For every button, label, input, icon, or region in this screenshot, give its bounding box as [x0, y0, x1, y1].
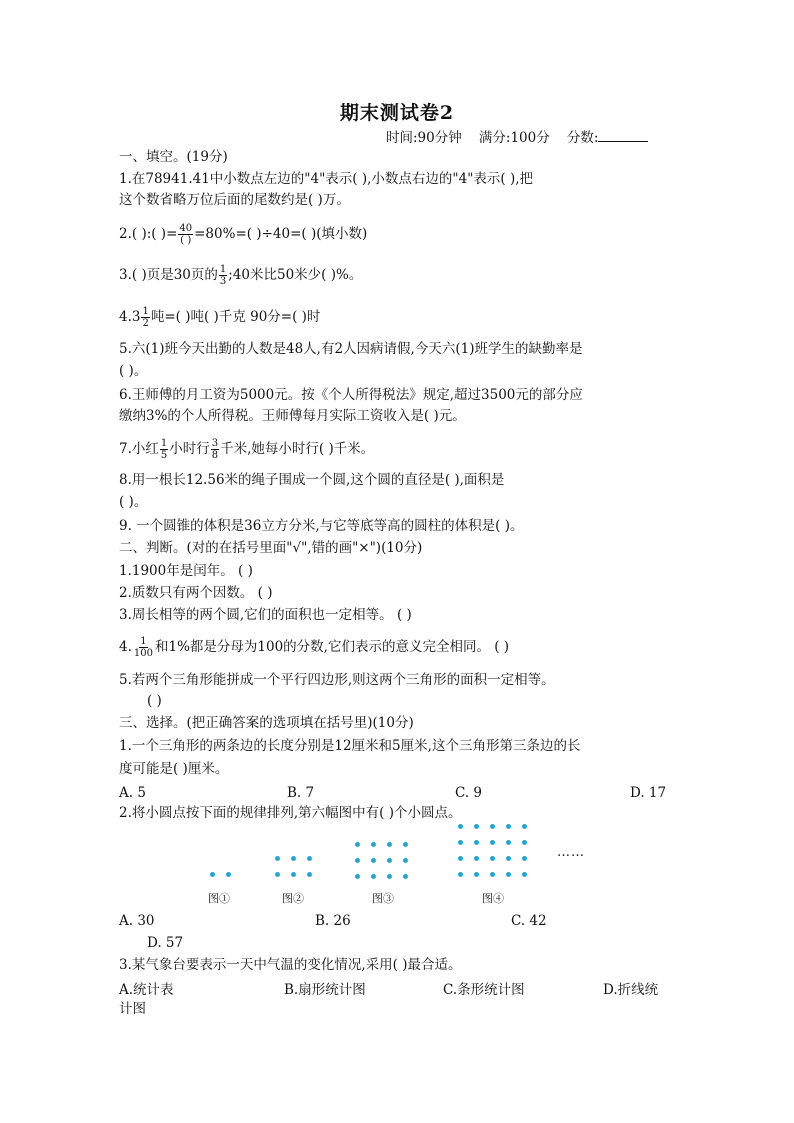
s1-q8-line1: 8.用一根长12.56米的绳子围成一个圆,这个圆的直径是( ),面积是 [119, 472, 505, 488]
pattern-dot [522, 856, 527, 861]
pattern-dot [371, 842, 376, 847]
s3-q2-option-c: C. 42 [511, 913, 547, 929]
q4-prefix: 4. [119, 639, 132, 655]
figure-label-2: 图② [282, 892, 304, 905]
pattern-dot [210, 872, 215, 877]
pattern-dot [291, 872, 296, 877]
pattern-dot [474, 824, 479, 829]
s1-q5-line1: 5.六(1)班今天出勤的人数是48人,有2人因病请假,今天六(1)班学生的缺勤率是 [119, 341, 583, 357]
pattern-dot [403, 858, 408, 863]
s3-q3-wrap: 计图 [119, 1001, 146, 1017]
pattern-ellipsis: …… [557, 845, 585, 860]
s2-q5-line1: 5.若两个三角形能拼成一个平行四边形,则这两个三角形的面积一定相等。 [119, 672, 555, 688]
s1-q8-line2: ( )。 [119, 494, 148, 510]
pattern-dot [387, 874, 392, 879]
fraction: $\frac{1}{5}$ [160, 438, 168, 461]
pattern-dot [458, 872, 463, 877]
s1-q4 [119, 306, 320, 329]
s3-q3-option-b: B.扇形统计图 [284, 982, 366, 998]
pattern-dot [458, 840, 463, 845]
section1-heading: 一、填空。(19分) [119, 149, 228, 165]
s3-q2-option-b: B. 26 [315, 913, 351, 929]
pattern-dot [291, 856, 296, 861]
s1-q1-line1: 1.在78941.41中小数点左边的"4"表示( ),小数点右边的"4"表示( ),把 [119, 171, 534, 187]
pattern-dot [307, 856, 312, 861]
s3-q1-option-d: D. 17 [630, 785, 667, 801]
pattern-dot [490, 872, 495, 877]
s2-q4 [119, 636, 509, 659]
s3-q1-option-a: A. 5 [119, 785, 146, 801]
pattern-dot [522, 872, 527, 877]
pattern-dot [458, 856, 463, 861]
fraction: $\frac{1}{2}$ [142, 306, 149, 329]
pattern-dot [307, 872, 312, 877]
pattern-dot [355, 858, 360, 863]
pattern-dot [387, 858, 392, 863]
s3-q2: 2.将小圆点按下面的规律排列,第六幅图中有( )个小圆点。 [119, 805, 462, 821]
score-label: 分数: [566, 130, 599, 146]
s3-q1-line1: 1.一个三角形的两条边的长度分别是12厘米和5厘米,这个三角形第三条边的长 [119, 738, 581, 754]
s1-q6-line1: 6.王师傅的月工资为5000元。按《个人所得税法》规定,超过3500元的部分应 [119, 387, 583, 403]
s1-q1-line2: 这个数省略万位后面的尾数约是( )万。 [119, 192, 350, 208]
s2-q1: 1.1900年是闰年。 ( ) [119, 563, 253, 579]
s2-q5-line2: ( ) [147, 693, 162, 709]
pattern-dot [490, 824, 495, 829]
fraction: $\frac{1}{3}$ [219, 264, 227, 287]
full-score-label: 满分:100分 [478, 130, 550, 146]
q2-prefix: 2.( ):( )= [119, 226, 178, 242]
pattern-dot [355, 842, 360, 847]
pattern-dot [275, 856, 280, 861]
figure-label-3: 图③ [372, 892, 394, 905]
time-label: 时间:90分钟 [386, 130, 462, 146]
pattern-dot [371, 858, 376, 863]
pattern-dot [506, 824, 511, 829]
pattern-dot [506, 856, 511, 861]
q4-suffix: 吨=( )吨( )千克 90分=( )时 [150, 309, 321, 325]
s2-q2: 2.质数只有两个因数。 ( ) [119, 585, 273, 601]
pattern-dot [371, 874, 376, 879]
s1-q2 [119, 223, 367, 246]
pattern-dot [474, 856, 479, 861]
q7-middle: 小时行 [169, 441, 210, 457]
s2-q3: 3.周长相等的两个圆,它们的面积也一定相等。 ( ) [119, 607, 412, 623]
pattern-dot [522, 824, 527, 829]
q3-prefix: 3.( )页是30页的 [119, 267, 218, 283]
s1-q3 [119, 264, 362, 287]
score-blank[interactable] [598, 129, 648, 142]
pattern-dot [403, 842, 408, 847]
s1-q9: 9. 一个圆锥的体积是36立方分米,与它等底等高的圆柱的体积是( )。 [119, 518, 524, 534]
s3-q3-option-a: A.统计表 [119, 982, 174, 998]
pattern-dot [458, 824, 463, 829]
pattern-dot [403, 874, 408, 879]
section2-heading: 二、判断。(对的在括号里面"√",错的画"×")(10分) [119, 540, 423, 556]
q7-prefix: 7.小红 [119, 441, 159, 457]
pattern-dot [474, 872, 479, 877]
pattern-dot [275, 872, 280, 877]
s3-q3-option-c: C.条形统计图 [443, 982, 525, 998]
page-title: 期末测试卷2 [339, 102, 455, 124]
s3-q3: 3.某气象台要表示一天中气温的变化情况,采用( )最合适。 [119, 957, 462, 973]
s3-q2-option-a: A. 30 [119, 913, 155, 929]
fraction: $\frac{40}{( )}$ [179, 223, 193, 246]
q4-suffix: 和1%都是分母为100的分数,它们表示的意义完全相同。 ( ) [154, 639, 510, 655]
s1-q7 [119, 438, 374, 461]
pattern-dot [490, 856, 495, 861]
section3-heading: 三、选择。(把正确答案的选项填在括号里)(10分) [119, 715, 414, 731]
figure-label-1: 图① [208, 892, 230, 905]
s3-q1-line2: 度可能是( )厘米。 [119, 761, 229, 777]
s1-q5-line2: ( )。 [119, 363, 148, 379]
pattern-dot [355, 874, 360, 879]
s3-q1-option-b: B. 7 [287, 785, 315, 801]
pattern-dot [490, 840, 495, 845]
q3-suffix: ;40米比50米少( )%。 [228, 267, 363, 283]
s1-q6-line2: 缴纳3%的个人所得税。王师傅每月实际工资收入是( )元。 [119, 408, 466, 424]
q7-suffix: 千米,她每小时行( )千米。 [220, 441, 375, 457]
pattern-dot [506, 872, 511, 877]
fraction: $\frac{3}{8}$ [211, 438, 219, 461]
s3-q3-option-d: D.折线统 [603, 982, 659, 998]
pattern-dot [522, 840, 527, 845]
q2-suffix: =80%=( )÷40=( )(填小数) [194, 226, 368, 242]
s3-q2-option-d: D. 57 [147, 935, 184, 951]
exam-meta [386, 126, 648, 146]
figure-label-4: 图④ [482, 892, 504, 905]
pattern-dot [226, 872, 231, 877]
q4-prefix: 4.3 [119, 309, 141, 325]
s3-q1-option-c: C. 9 [455, 785, 483, 801]
pattern-dot [506, 840, 511, 845]
pattern-dot [387, 842, 392, 847]
fraction: $\frac{1}{100}$ [133, 636, 153, 659]
pattern-dot [474, 840, 479, 845]
